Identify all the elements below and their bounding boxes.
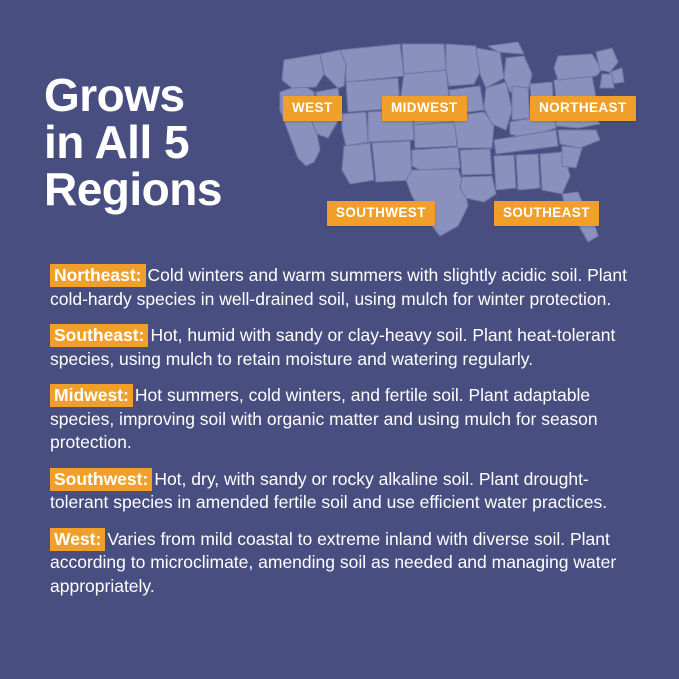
map-label-southwest: SOUTHWEST <box>327 201 435 226</box>
map-label-west: WEST <box>283 96 342 121</box>
region-item-west <box>50 528 640 599</box>
page-title <box>44 69 294 215</box>
headline-line-1: Grows <box>44 69 185 121</box>
region-item-midwest <box>50 384 640 455</box>
region-descriptions <box>50 264 640 611</box>
map-label-northeast: NORTHEAST <box>530 96 636 121</box>
region-body-west: Varies from mild coastal to extreme inland with diverse soil. Plant according to microclimate, amending soil as needed and managing water appropriately. <box>50 528 617 596</box>
region-tag-midwest: Midwest: <box>50 384 133 407</box>
region-body-midwest: Hot summers, cold winters, and fertile soil. Plant adaptable species, improving soil with organic matter and using mulch for season protection. <box>50 385 598 452</box>
headline-line-3: Regions <box>44 163 222 215</box>
region-tag-southeast: Southeast: <box>50 324 148 347</box>
header-area <box>0 0 679 258</box>
region-item-southwest <box>50 468 640 515</box>
map-label-midwest: MIDWEST <box>382 96 467 121</box>
headline-line-2: in All 5 <box>44 116 190 168</box>
region-body-southwest: Hot, dry, with sandy or rocky alkaline soil. Plant drought-tolerant species in amended fertile soil and use efficient water practices. <box>50 468 608 512</box>
united-states-map <box>262 30 662 255</box>
region-tag-southwest: Southwest: <box>50 468 152 491</box>
region-tag-west: West: <box>50 528 105 551</box>
region-body-northeast: Cold winters and warm summers with slightly acidic soil. Plant cold-hardy species in well-drained soil, using mulch for winter protection. <box>50 265 627 309</box>
region-tag-northeast: Northeast: <box>50 264 146 287</box>
region-body-southeast: Hot, humid with sandy or clay-heavy soil. Plant heat-tolerant species, using mulch to retain moisture and watering regularly. <box>50 325 616 369</box>
map-label-southeast: SOUTHEAST <box>494 201 599 226</box>
region-item-southeast <box>50 324 640 371</box>
region-item-northeast <box>50 264 640 311</box>
